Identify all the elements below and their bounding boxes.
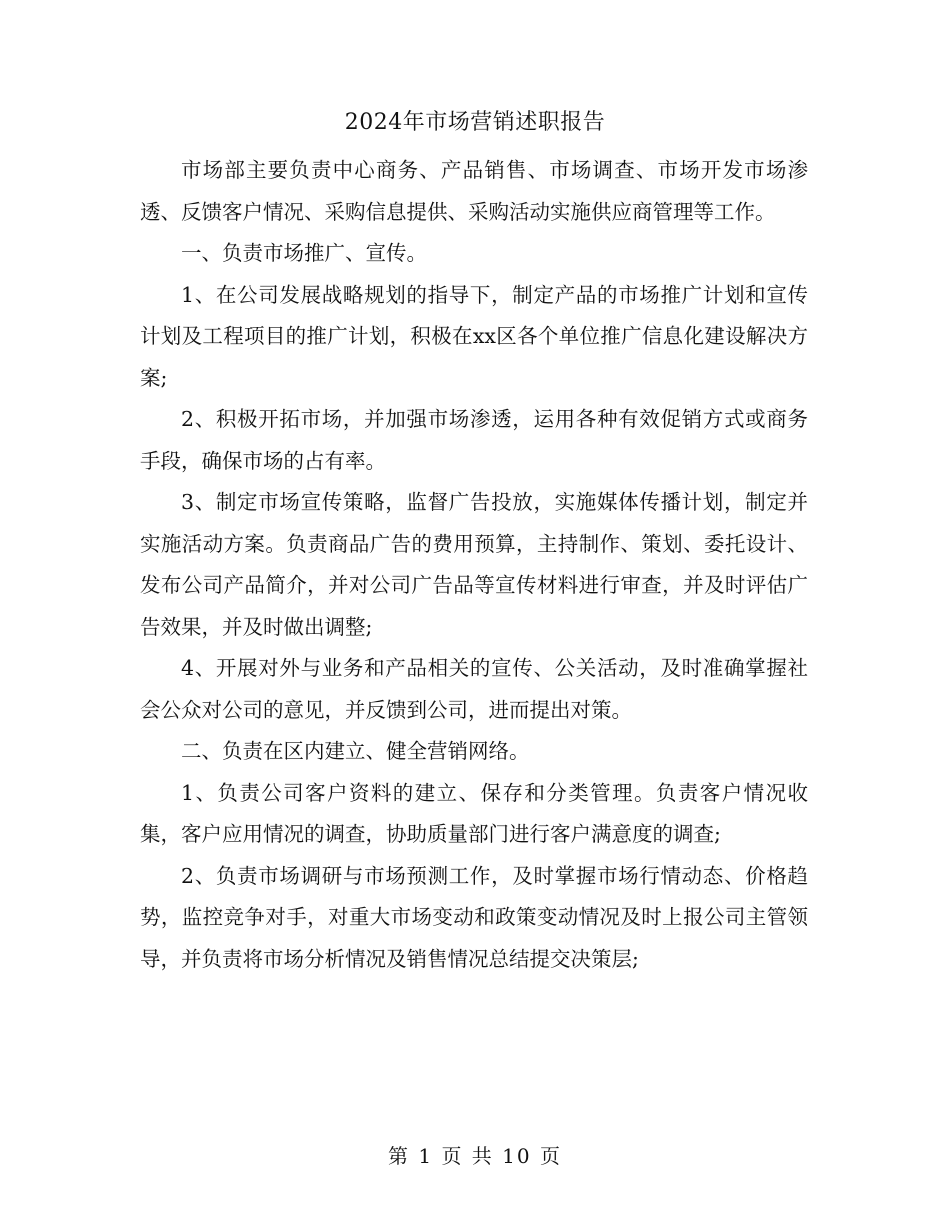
paragraph-1-4: 4、开展对外与业务和产品相关的宣传、公关活动，及时准确掌握社会公众对公司的意见，并反馈到公司，进而提出对策。 <box>140 656 808 722</box>
section-heading-2: 二、负责在区内建立、健全营销网络。 <box>181 739 530 763</box>
document-title: 2024年市场营销述职报告 <box>344 110 606 135</box>
paragraph-1-1: 1、在公司发展战略规划的指导下，制定产品的市场推广计划和宣传计划及工程项目的推广计划，积极在xx区各个单位推广信息化建设解决方案; <box>140 282 808 390</box>
page-footer: 第 1 页 共 10 页 <box>388 1144 562 1168</box>
paragraph-2-2: 2、负责市场调研与市场预测工作，及时掌握市场行情动态、价格趋势，监控竞争对手，对重大市场变动和政策变动情况及时上报公司主管领导，并负责将市场分析情况及销售情况总结提交决策层; <box>140 863 808 971</box>
paragraph-1-2: 2、积极开拓市场，并加强市场渗透，运用各种有效促销方式或商务手段，确保市场的占有率。 <box>140 407 808 473</box>
document-body <box>140 150 808 980</box>
paragraph-2-1: 1、负责公司客户资料的建立、保存和分类管理。负责客户情况收集，客户应用情况的调查，协助质量部门进行客户满意度的调查; <box>140 780 808 846</box>
section-heading-1: 一、负责市场推广、宣传。 <box>181 241 427 265</box>
paragraph-intro: 市场部主要负责中心商务、产品销售、市场调查、市场开发市场渗透、反馈客户情况、采购信息提供、采购活动实施供应商管理等工作。 <box>140 158 808 224</box>
paragraph-1-3: 3、制定市场宣传策略，监督广告投放，实施媒体传播计划，制定并实施活动方案。负责商品广告的费用预算，主持制作、策划、委托设计、发布公司产品简介，并对公司广告品等宣传材料进行审查，并及时评估广告效果，并及时做出调整; <box>140 490 808 639</box>
